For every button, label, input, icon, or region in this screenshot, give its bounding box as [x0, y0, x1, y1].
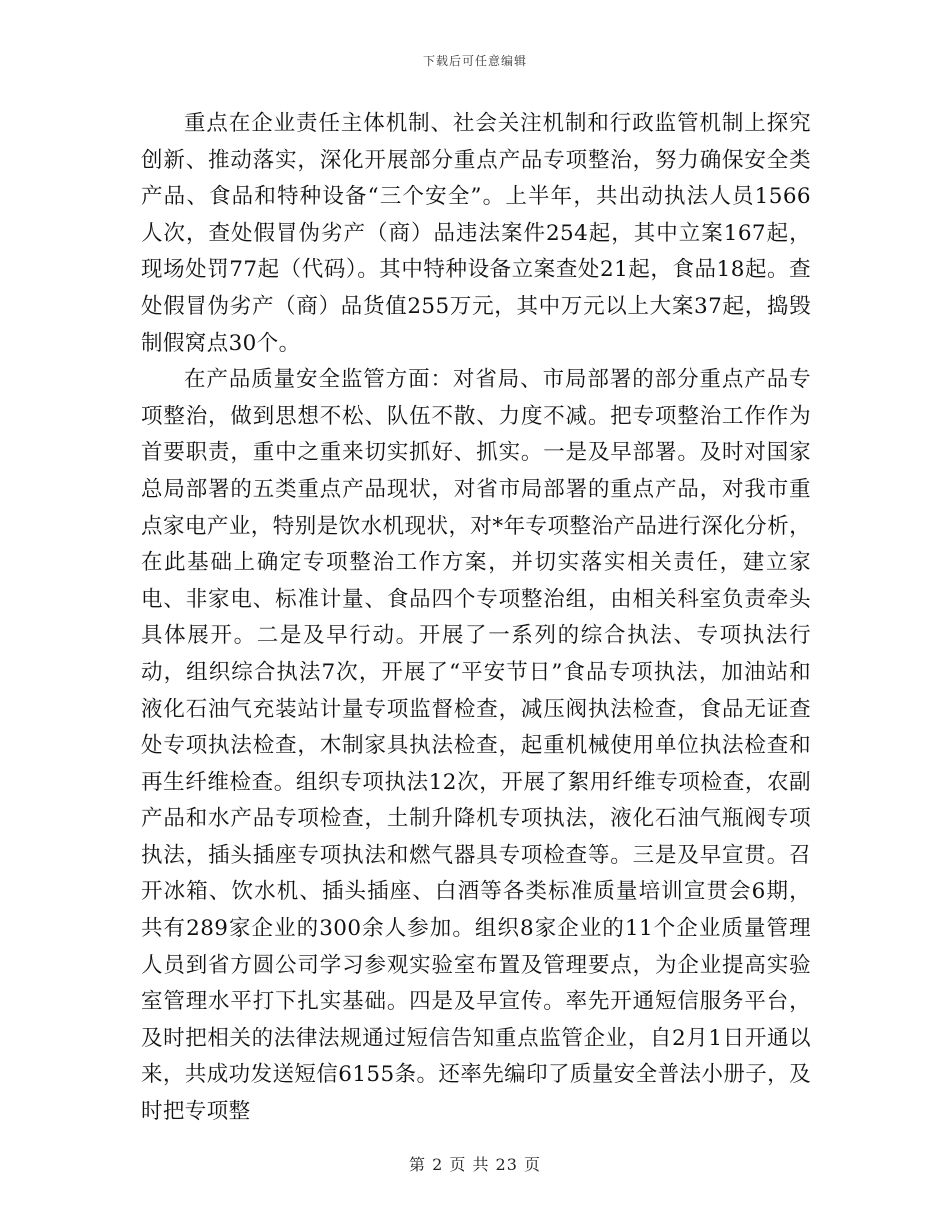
paragraph-2: 在产品质量安全监管方面：对省局、市局部署的部分重点产品专项整治，做到思想不松、队伍不散、力度不减。把专项整治工作作为首要职责，重中之重来切实抓好、抓实。一是及早部署。及时对国家总局部署的五类重点产品现状，对省市局部署的重点产品，对我市重点家电产业，特别是饮水机现状，对*年专项整治产品进行深化分析，在此基础上确定专项整治工作方案，并切实落实相关责任，建立家电、非家电、标准计量、食品四个专项整治组，由相关科室负责牵头具体展开。二是及早行动。开展了一系列的综合执法、专项执法行动，组织综合执法7次，开展了“平安节日”食品专项执法，加油站和液化石油气充装站计量专项监督检查，减压阀执法检查，食品无证查处专项执法检查，木制家具执法检查，起重机械使用单位执法检查和再生纤维检查。组织专项执法12次，开展了絮用纤维专项检查，农副产品和水产品专项检查，土制升降机专项执法，液化石油气瓶阀专项执法，插头插座专项执法和燃气器具专项检查等。三是及早宣贯。召开冰箱、饮水机、插头插座、白酒等各类标准质量培训宣贯会6期，共有289家企业的300余人参加。组织8家企业的11个企业质量管理人员到省方圆公司学习参观实验室布置及管理要点，为企业提高实验室管理水平打下扎实基础。四是及早宣传。率先开通短信服务平台，及时把相关的法律法规通过短信告知重点监管企业，自2月1日开通以来，共成功发送短信6155条。还率先编印了质量安全普法小册子，及时把专项整	[141, 367, 811, 1125]
page-header: 下载后可任意编辑	[422, 54, 527, 68]
page-footer: 第 2 页 共 23 页	[409, 1155, 541, 1174]
document-body	[141, 106, 811, 1131]
paragraph-1: 重点在企业责任主体机制、社会关注机制和行政监管机制上探究创新、推动落实，深化开展部分重点产品专项整治，努力确保安全类产品、食品和特种设备“三个安全”。上半年，共出动执法人员1566人次，查处假冒伪劣产（商）品违法案件254起，其中立案167起，现场处罚77起（代码）。其中特种设备立案查处21起，食品18起。查处假冒伪劣产（商）品货值255万元，其中万元以上大案37起，捣毁制假窝点30个。	[141, 111, 811, 356]
